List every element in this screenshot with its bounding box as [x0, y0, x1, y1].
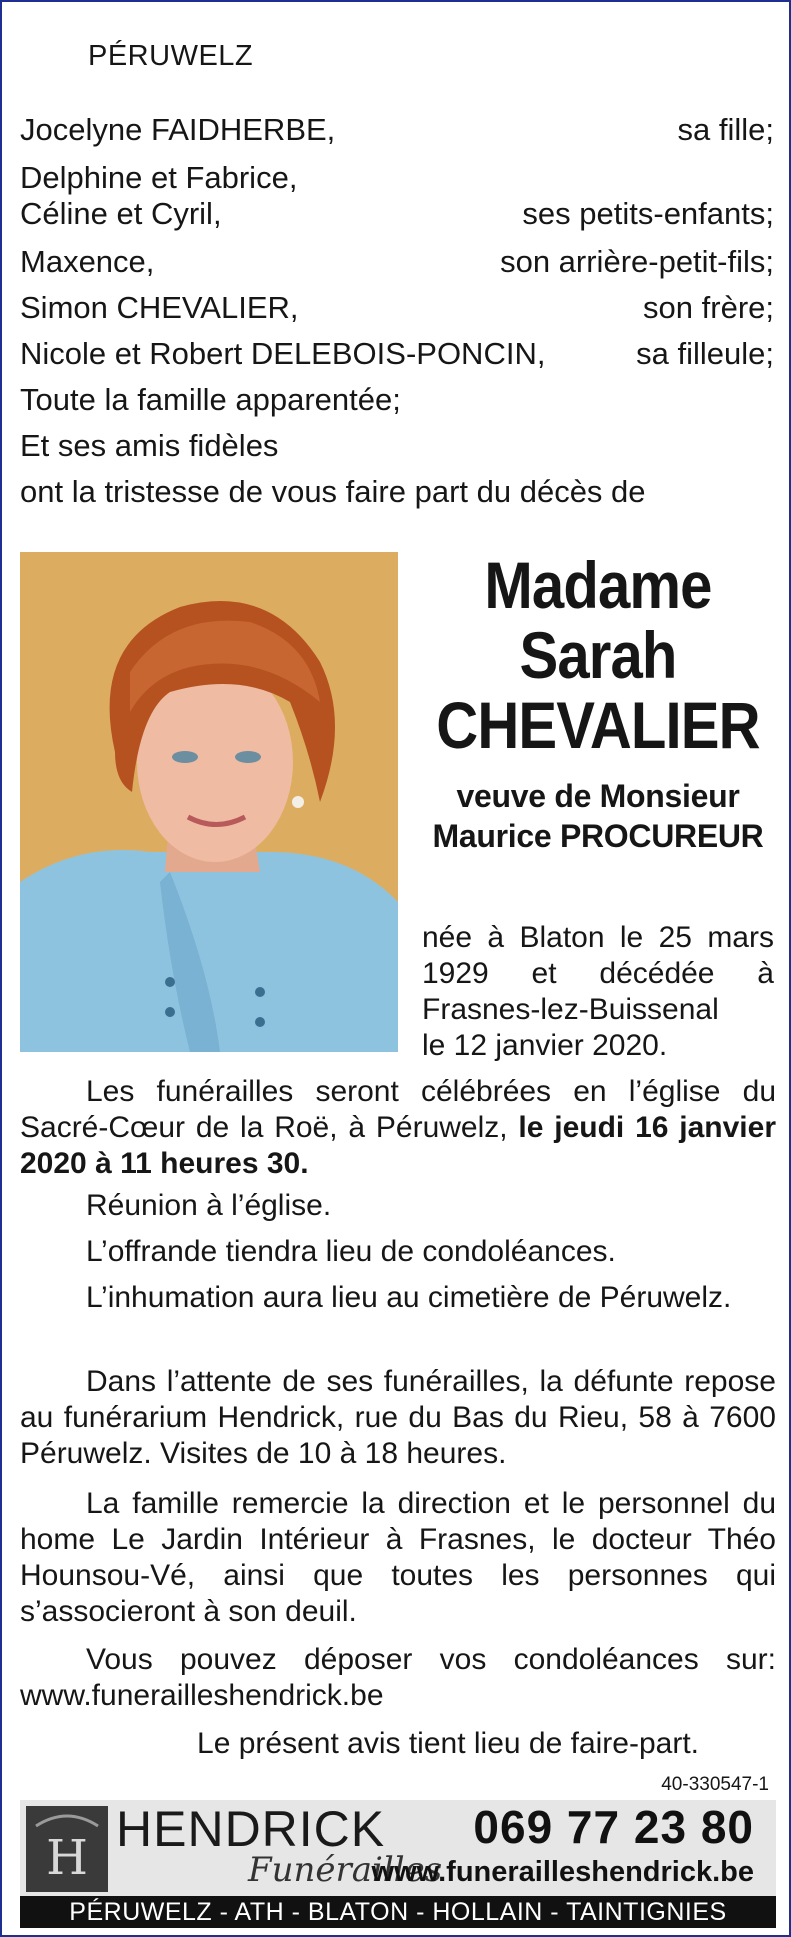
- reference-number: 40-330547-1: [661, 1774, 769, 1795]
- remerciements-text: La famille remercie la direction et le personnel du home Le Jardin Intérieur à Frasnes, le docteur Théo Hounsou-Vé, ainsi que toutes les personnes qui s’associeront à son deuil.: [20, 1487, 776, 1628]
- family-line: [20, 246, 774, 277]
- website-link[interactable]: www.funerailleshendrick.be: [371, 1856, 754, 1888]
- death-date-text: le 12 janvier 2020.: [422, 1029, 668, 1062]
- family-member: Delphine et Fabrice,: [20, 160, 298, 195]
- family-member: Et ses amis fidèles: [20, 428, 279, 463]
- inhumation-text: L’inhumation aura lieu au cimetière de Péruwelz.: [86, 1281, 732, 1314]
- deceased-first-name: Sarah: [519, 618, 677, 692]
- funeral-paragraph: [20, 1074, 776, 1182]
- deceased-name-block: [412, 550, 784, 856]
- family-member: Jocelyne FAIDHERBE,: [20, 112, 336, 147]
- funeral-home-banner: [20, 1800, 776, 1928]
- widow-line-1: veuve de Monsieur: [456, 778, 740, 814]
- family-line: [20, 338, 774, 369]
- announcement-line: [20, 476, 774, 507]
- family-line: [20, 162, 774, 193]
- offrande-text: L’offrande tiendra lieu de condoléances.: [86, 1235, 616, 1268]
- remerciements-paragraph: [20, 1486, 776, 1630]
- notice-text: Le présent avis tient lieu de faire-part.: [197, 1727, 699, 1760]
- portrait-photo: [20, 552, 398, 1052]
- phone-number: 069 77 23 80: [473, 1801, 754, 1853]
- brand-name: HENDRICK: [116, 1801, 386, 1857]
- hendrick-h-logo-icon: [26, 1806, 108, 1892]
- condoleances-paragraph: [20, 1642, 776, 1714]
- family-line: [20, 384, 774, 415]
- portrait-illustration: [20, 552, 398, 1052]
- family-member: Toute la famille apparentée;: [20, 382, 401, 417]
- attente-text: Dans l’attente de ses funérailles, la défunte repose au funérarium Hendrick, rue du Bas du Rieu, 58 à 7600 Péruwelz. Visites de 10 à 18 heures.: [20, 1365, 776, 1470]
- reunion-text: Réunion à l’église.: [86, 1189, 332, 1222]
- family-line: [20, 430, 774, 461]
- widow-line-2: Maurice PROCUREUR: [432, 818, 764, 854]
- brand-subtitle: Funérailles: [248, 1850, 443, 1890]
- logo-letter: H: [46, 1830, 88, 1886]
- logo-graphic: [26, 1806, 108, 1892]
- birth-death-details: [422, 920, 774, 1064]
- family-line: [20, 114, 774, 145]
- family-member: Céline et Cyril,: [20, 196, 222, 231]
- funeral-text: Les funérailles seront célébrées en l’église du Sacré-Cœur de la Roë, à Péruwelz,: [20, 1075, 776, 1144]
- announcement-text: ont la tristesse de vous faire part du décès de: [20, 474, 646, 509]
- reunion-paragraph: [20, 1188, 776, 1224]
- family-relation: son frère;: [643, 290, 774, 325]
- family-member: Simon CHEVALIER,: [20, 290, 299, 325]
- funeral-date: le jeudi 16 janvier 2020 à 11 heures 30.: [20, 1111, 776, 1180]
- family-relation: sa fille;: [677, 112, 774, 147]
- city-heading: PÉRUWELZ: [88, 40, 254, 72]
- family-line: [20, 292, 774, 323]
- family-line: [20, 198, 774, 229]
- birth-text: née à Blaton le 25 mars 1929 et décédée à Frasnes-lez-Buissenal: [422, 921, 774, 1026]
- family-member: Nicole et Robert DELEBOIS-PONCIN,: [20, 336, 546, 371]
- family-relation: son arrière-petit-fils;: [500, 244, 774, 279]
- deceased-title: Madame: [484, 548, 712, 622]
- offrande-paragraph: [20, 1234, 776, 1270]
- attente-paragraph: [20, 1364, 776, 1472]
- family-member: Maxence,: [20, 244, 155, 279]
- family-relation: sa filleule;: [636, 336, 774, 371]
- family-relation: ses petits-enfants;: [522, 196, 774, 231]
- inhumation-paragraph: [20, 1280, 776, 1316]
- towns-bar: PÉRUWELZ - ATH - BLATON - HOLLAIN - TAINTIGNIES: [20, 1896, 776, 1928]
- deceased-last-name: CHEVALIER: [436, 688, 760, 762]
- condoleances-text: Vous pouvez déposer vos condoléances sur: www.funerailleshendrick.be: [20, 1643, 776, 1712]
